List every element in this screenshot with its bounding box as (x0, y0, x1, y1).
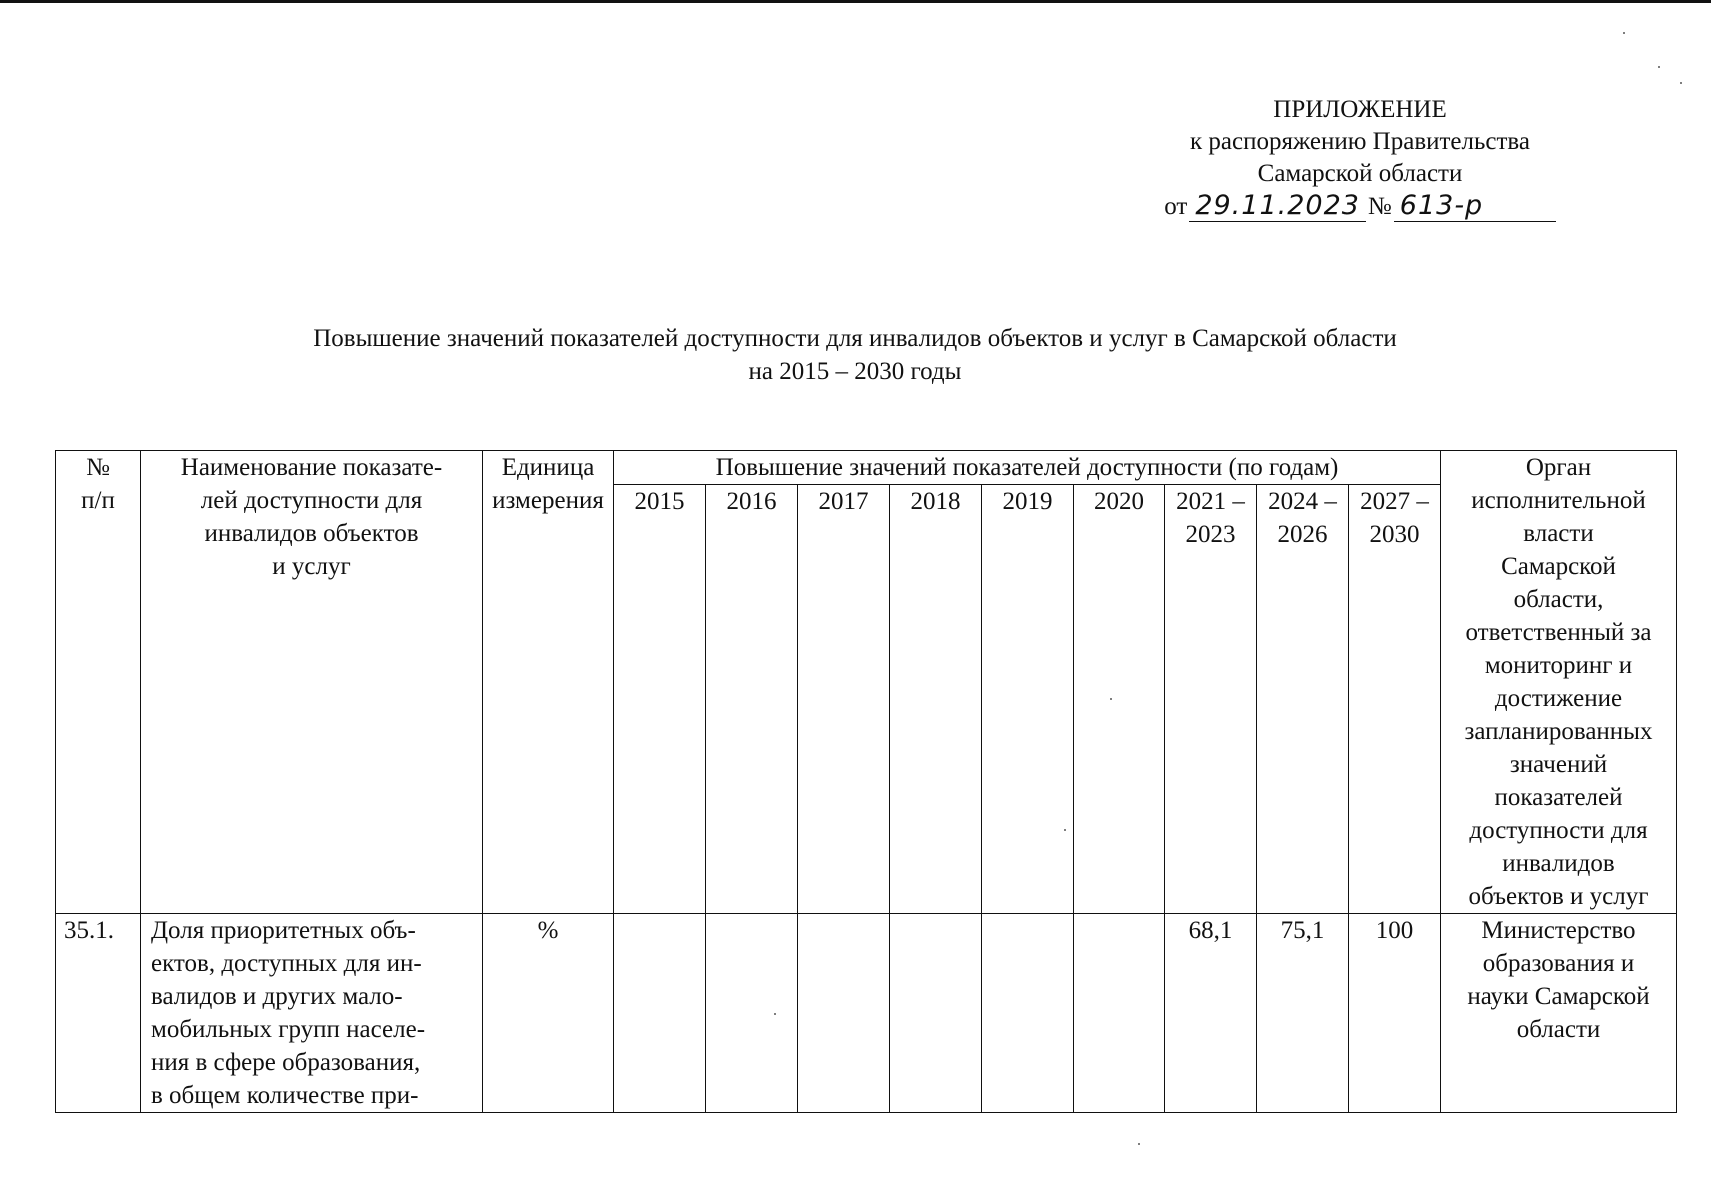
value-cell: 75,1 (1257, 914, 1349, 1113)
col-header-year: 2019 (982, 485, 1074, 914)
scan-speck (1138, 1143, 1140, 1145)
row-number: 35.1. (56, 914, 141, 1113)
indicator-unit: % (483, 914, 614, 1113)
col-header-year: 2016 (706, 485, 798, 914)
col-header-year: 2015 (614, 485, 706, 914)
col-header-years-group: Повышение значений показателей доступности (по годам) (614, 451, 1441, 485)
col-header-year: 2020 (1074, 485, 1165, 914)
title-line-1: Повышение значений показателей доступности для инвалидов объектов и услуг в Самарской области (313, 325, 1397, 352)
decree-reference (1150, 190, 1570, 224)
scan-speck (1623, 32, 1625, 34)
col-header-year: 2017 (798, 485, 890, 914)
col-header-year: 2024 – 2026 (1257, 485, 1349, 914)
document-title (120, 322, 1590, 388)
value-cell (1074, 914, 1165, 1113)
scan-speck (774, 1013, 776, 1015)
value-cell (890, 914, 982, 1113)
value-cell (798, 914, 890, 1113)
appendix-block (1150, 94, 1570, 224)
scan-speck (1658, 66, 1660, 68)
value-cell (706, 914, 798, 1113)
table-row (56, 914, 1677, 1113)
title-line-2: на 2015 – 2030 годы (748, 358, 962, 385)
appendix-line-1: к распоряжению Правительства (1189, 128, 1530, 155)
value-cell: 100 (1349, 914, 1441, 1113)
col-header-unit: Единица измерения (483, 451, 614, 914)
col-header-year: 2027 – 2030 (1349, 485, 1441, 914)
value-cell: 68,1 (1165, 914, 1257, 1113)
decree-number: 613-р (1394, 191, 1556, 222)
indicator-name: Доля приоритетных объ- ектов, доступных для ин- валидов и других мало- мобильных групп населе- ния в сфере образования, в общем количестве при- (141, 914, 483, 1113)
col-header-agency: Орган исполнительной власти Самарской области, ответственный за мониторинг и достижение запланированных значений показателей доступности для инвалидов объектов и услуг (1441, 451, 1677, 914)
col-header-year: 2018 (890, 485, 982, 914)
col-header-name: Наименование показате- лей доступности для инвалидов объектов и услуг (141, 451, 483, 914)
appendix-line-2: Самарской области (1257, 160, 1463, 187)
scan-speck (1110, 698, 1112, 700)
number-label: № (1367, 193, 1392, 220)
col-header-num: № п/п (56, 451, 141, 914)
appendix-heading: ПРИЛОЖЕНИЕ (1273, 96, 1447, 123)
decree-date: 29.11.2023 (1189, 191, 1366, 222)
responsible-agency: Министерство образования и науки Самарской области (1441, 914, 1677, 1113)
col-header-year: 2021 – 2023 (1165, 485, 1257, 914)
top-edge-line (0, 0, 1711, 3)
scan-speck (1064, 829, 1066, 831)
from-label: от (1164, 193, 1188, 220)
scan-speck (1680, 82, 1682, 84)
value-cell (614, 914, 706, 1113)
value-cell (982, 914, 1074, 1113)
indicators-table (55, 450, 1677, 1113)
